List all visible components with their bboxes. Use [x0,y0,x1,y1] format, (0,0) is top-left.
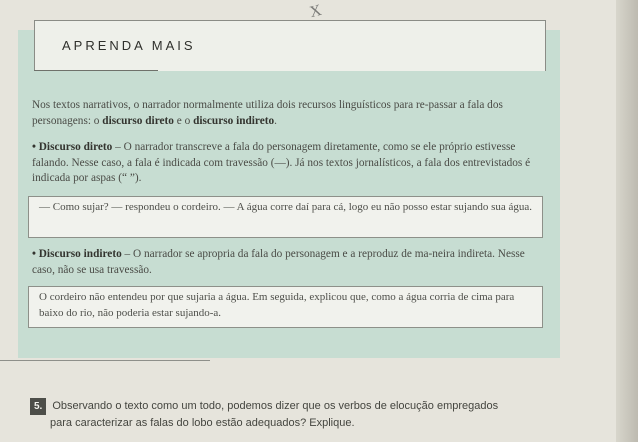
indirect-text: – O narrador se apropria da fala do personagem e a reproduz de ma-neira indireta. Nesse caso, não se usa travessão. [32,248,525,276]
intro-end: . [274,114,277,127]
direct-text: – O narrador transcreve a fala do personagem diretamente, como se ele próprio estivesse falando. Nesse caso, a fala é indicada com travessão (—). Já nos textos jornalísticos, a fala dos entrevistados é indicada por aspas (“ ”). [32,141,531,184]
separator-line [0,360,210,361]
intro-connector: e o [173,114,194,127]
intro-paragraph [32,98,540,129]
indirect-bullet: • Discurso indireto [32,248,122,260]
title-underline [34,70,158,71]
question-number-badge: 5. [30,398,46,415]
direct-bullet: • Discurso direto [32,141,113,153]
indirect-example: O cordeiro não entendeu por que sujaria a água. Em seguida, explicou que, como a água corria de cima para baixo do rio, não poderia estar sujando-a. [39,291,515,319]
direct-term: discurso direto [102,114,174,127]
page-edge-shadow [616,0,638,442]
section-title: APRENDA MAIS [62,38,196,53]
intro-text: Nos textos narrativos, o narrador normalmente utiliza dois recursos linguísticos para re-passar a fala dos personagens: o [32,99,503,127]
direct-example-box [28,196,543,238]
direct-speech-paragraph [32,140,540,187]
indirect-speech-paragraph [32,247,540,278]
indirect-term: discurso indireto [193,114,275,127]
question-line1: Observando o texto como um todo, podemos dizer que os verbos de elocução empregados [52,400,499,412]
question-line2: para caracterizar as falas do lobo estão adequados? Explique. [50,417,355,429]
question-5 [30,398,620,432]
indirect-example-box [28,286,543,328]
direct-example: — Como sujar? — respondeu o cordeiro. — A água corre daí para cá, logo eu não posso estar sujando sua água. [39,201,533,213]
handwritten-mark: X [307,1,324,22]
